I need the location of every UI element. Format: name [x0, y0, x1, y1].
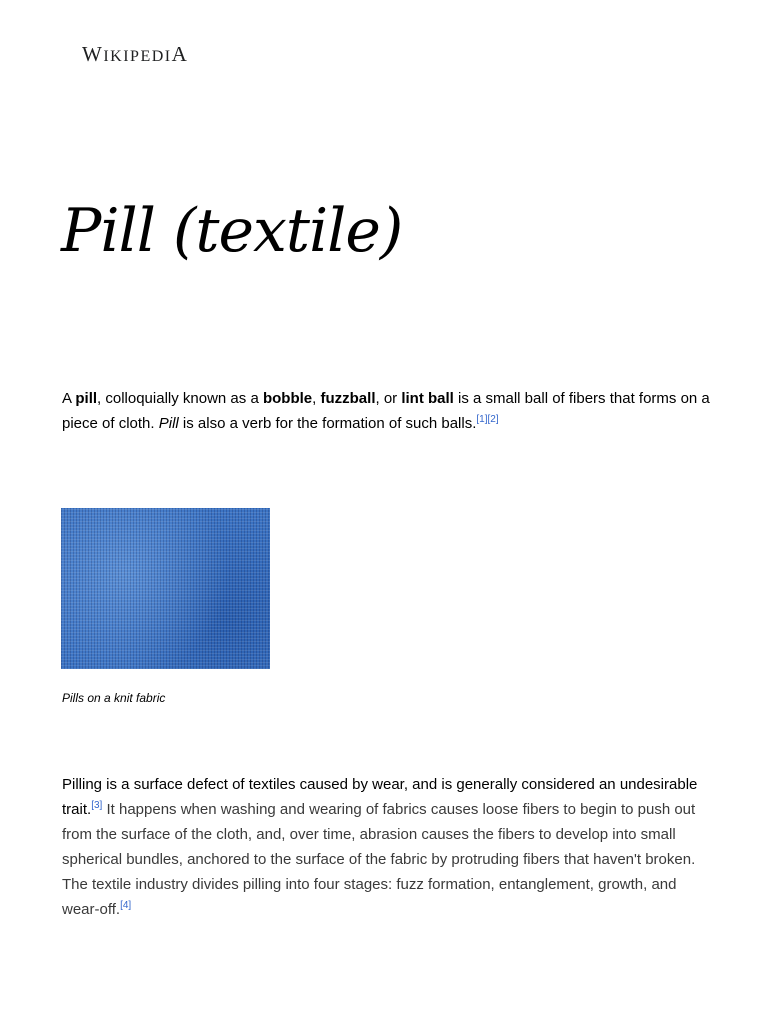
wordmark-last-letter: A	[171, 42, 189, 66]
term-fuzzball: fuzzball	[320, 390, 376, 407]
wikipedia-wordmark[interactable]	[82, 42, 188, 67]
intro-paragraph	[62, 386, 712, 436]
figure-caption: Pills on a knit fabric	[62, 691, 166, 705]
reference-link-4[interactable]: [4]	[120, 900, 132, 911]
body-text-1: Pilling is a surface defect of textiles caused by wear, and is generally considered an undesirable trait.	[62, 776, 698, 818]
term-pill: pill	[75, 390, 98, 407]
intro-text-2: , colloquially known as a	[97, 390, 263, 407]
page-title: Pill (textile)	[61, 196, 403, 266]
intro-text-1: A	[62, 390, 76, 407]
reference-link-2[interactable]: [2]	[487, 414, 499, 425]
intro-text-6: is also a verb for the formation of such balls.	[178, 415, 477, 432]
reference-link-1[interactable]: [1]	[476, 414, 488, 425]
term-lint-ball: lint ball	[401, 390, 454, 407]
wordmark-middle: IKIPEDI	[103, 48, 172, 65]
body-text-2: It happens when washing and wearing of fabrics causes loose fibers to begin to push out from the surface of the cloth, and, over time, abrasion causes the fibers to develop into small spherical bundles, anchored to the surface of the fabric by protruding fibers that haven't broken. The textile industry divides pilling into four stages: fuzz formation, entanglement, growth, and wear-off.	[62, 801, 696, 918]
knit-fabric-image[interactable]	[61, 508, 270, 669]
term-pill-verb: Pill	[158, 415, 179, 432]
body-paragraph	[62, 772, 712, 922]
intro-text-4: , or	[375, 390, 402, 407]
wordmark-first-letter: W	[82, 42, 104, 66]
intro-text-3: ,	[312, 390, 321, 407]
intro-text-5: is a small ball of fibers that forms on a piece of cloth.	[62, 390, 710, 432]
reference-link-3[interactable]: [3]	[91, 800, 103, 811]
term-bobble: bobble	[262, 390, 313, 407]
